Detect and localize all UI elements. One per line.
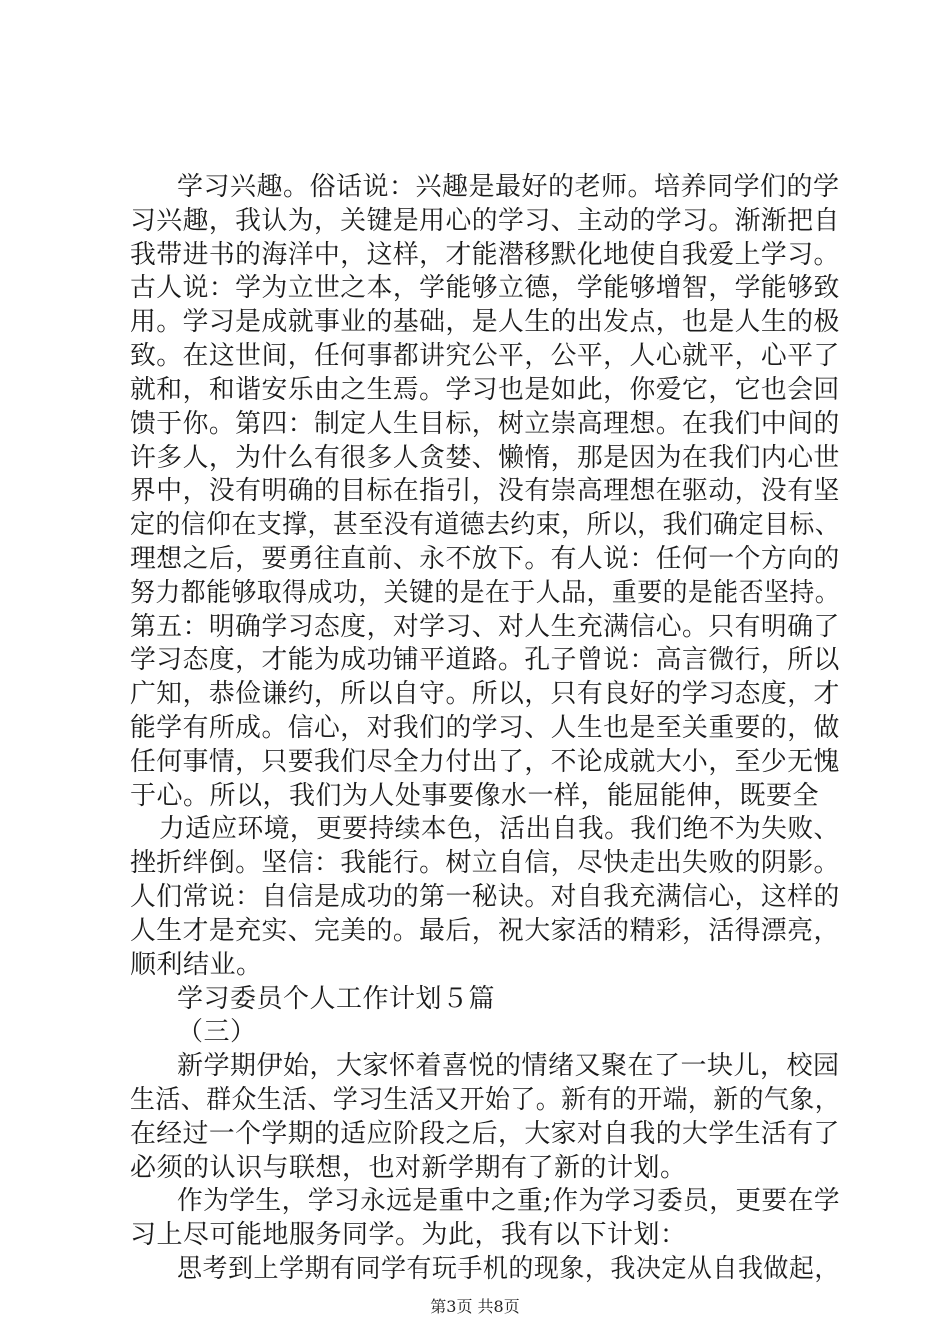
text-line: 生活、群众生活、学习生活又开始了。新有的开端，新的气象， [130, 1085, 841, 1115]
text-line: 挫折绊倒。坚信：我能行。树立自信，尽快走出失败的阴影。 [130, 848, 840, 878]
text-line: 新学期伊始，大家怀着喜悦的情绪又聚在了一块儿，校园 [177, 1051, 840, 1081]
text-line: 就和，和谐安乐由之生焉。学习也是如此，你爱它，它也会回 [130, 375, 840, 405]
text-line: 能学有所成。信心，对我们的学习、人生也是至关重要的，做 [130, 713, 840, 743]
text-line: 习兴趣，我认为，关键是用心的学习、主动的学习。渐渐把自 [130, 206, 840, 236]
text-line: 馈于你。第四：制定人生目标，树立崇高理想。在我们中间的 [130, 409, 840, 439]
text-line: 定的信仰在支撑，甚至没有道德去约束，所以，我们确定目标、 [130, 510, 841, 540]
text-line: 在经过一个学期的适应阶段之后，大家对自我的大学生活有了 [130, 1119, 840, 1149]
section-heading: 学习委员个人工作计划５篇 [177, 984, 496, 1014]
text-line: 致。在这世间，任何事都讲究公平，公平，人心就平，心平了 [130, 341, 840, 371]
text-line: 习上尽可能地服务同学。为此，我有以下计划： [130, 1220, 687, 1250]
text-line: 广知，恭俭谦约，所以自守。所以，只有良好的学习态度，才 [130, 679, 840, 709]
page-footer: 第3页 共8页 [430, 1297, 520, 1316]
text-line: 古人说：学为立世之本，学能够立德，学能够增智，学能够致 [130, 273, 840, 303]
text-line: 用。学习是成就事业的基础，是人生的出发点，也是人生的极 [130, 307, 840, 337]
text-line: 人们常说：自信是成功的第一秘诀。对自我充满信心，这样的 [130, 882, 840, 912]
text-line: 学习兴趣。俗话说：兴趣是最好的老师。培养同学们的学 [177, 172, 840, 202]
text-line: 思考到上学期有同学有玩手机的现象，我决定从自我做起， [177, 1254, 840, 1284]
text-line: 于心。所以，我们为人处事要像水一样，能屈能伸，既要全 [130, 781, 820, 811]
text-line: 第五：明确学习态度，对学习、对人生充满信心。只有明确了 [130, 612, 840, 642]
text-line: 人生才是充实、完美的。最后，祝大家活的精彩，活得漂亮， [130, 916, 840, 946]
text-line: 必须的认识与联想，也对新学期有了新的计划。 [130, 1153, 687, 1183]
text-line: 努力都能够取得成功，关键的是在于人品，重要的是能否坚持。 [130, 578, 841, 608]
text-line: 我带进书的海洋中，这样，才能潜移默化地使自我爱上学习。 [130, 240, 840, 270]
text-line: 理想之后，要勇往直前、永不放下。有人说：任何一个方向的 [130, 544, 840, 574]
section-number: （三） [177, 1017, 257, 1047]
text-line: 作为学生，学习永远是重中之重;作为学习委员，更要在学 [177, 1186, 841, 1216]
text-line: 顺利结业。 [130, 950, 263, 980]
text-line: 界中，没有明确的目标在指引，没有崇高理想在驱动，没有坚 [130, 476, 840, 506]
text-line: 学习态度，才能为成功铺平道路。孔子曾说：高言微行，所以 [130, 645, 840, 675]
text-line: 力适应环境，更要持续本色，活出自我。我们绝不为失败、 [159, 814, 840, 844]
text-line: 许多人，为什么有很多人贪婪、懒惰，那是因为在我们内心世 [130, 443, 840, 473]
text-line: 任何事情，只要我们尽全力付出了，不论成就大小，至少无愧 [130, 747, 840, 777]
